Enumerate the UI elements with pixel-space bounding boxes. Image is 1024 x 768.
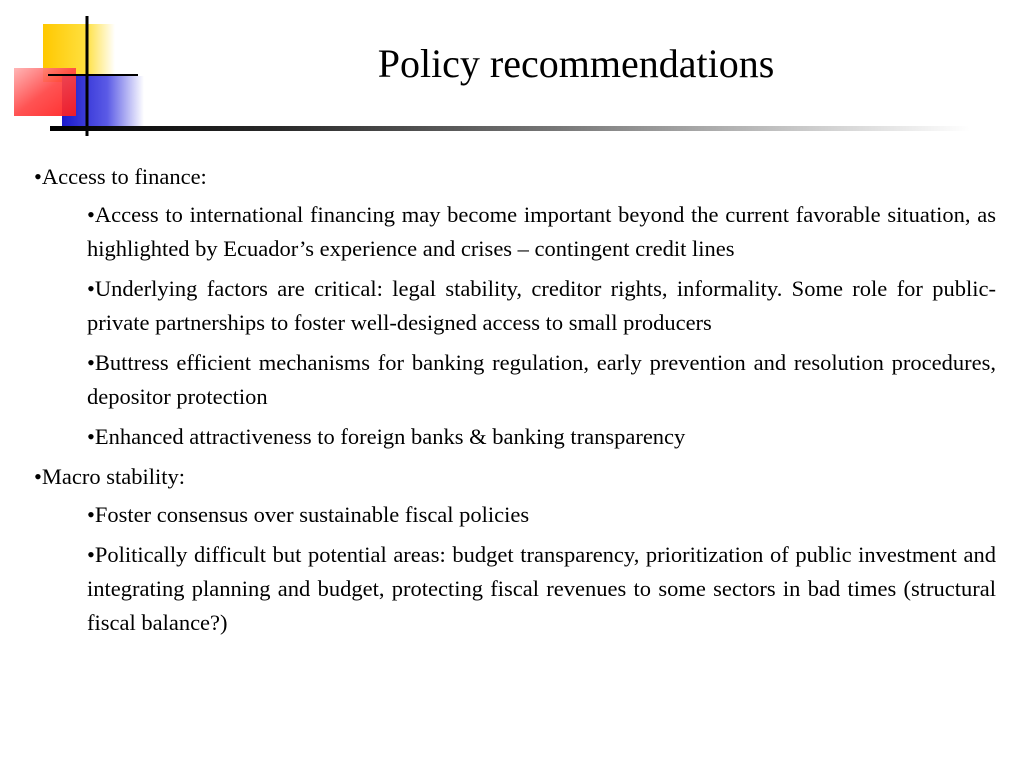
bullet-item: •Foster consensus over sustainable fiscal policies [87, 502, 530, 527]
slide-decoration-squares [0, 0, 150, 140]
section-heading: •Access to finance: [34, 164, 207, 189]
section-heading: •Macro stability: [34, 464, 185, 489]
bullet-item: •Politically difficult but potential areas: budget transparency, prioritization of public investment and integrating planning and budget, protecting fiscal revenues to some sectors in bad times (structural fiscal balance?) [87, 542, 996, 635]
slide-title: Policy recommendations [377, 41, 775, 86]
bullet-item: •Buttress efficient mechanisms for banking regulation, early prevention and resolution procedures, depositor protection [87, 350, 996, 409]
title-divider [50, 126, 970, 131]
section-macro-stability [34, 460, 996, 640]
bullet-item: •Underlying factors are critical: legal stability, creditor rights, informality. Some role for public-private partnerships to foster well-designed access to small producers [87, 276, 996, 335]
bullet-item: •Enhanced attractiveness to foreign banks & banking transparency [87, 424, 686, 449]
bullet-item: •Access to international financing may become important beyond the current favorable situation, as highlighted by Ecuador’s experience and crises – contingent credit lines [87, 202, 996, 261]
section-access-to-finance [34, 160, 996, 454]
slide-body [34, 160, 996, 646]
